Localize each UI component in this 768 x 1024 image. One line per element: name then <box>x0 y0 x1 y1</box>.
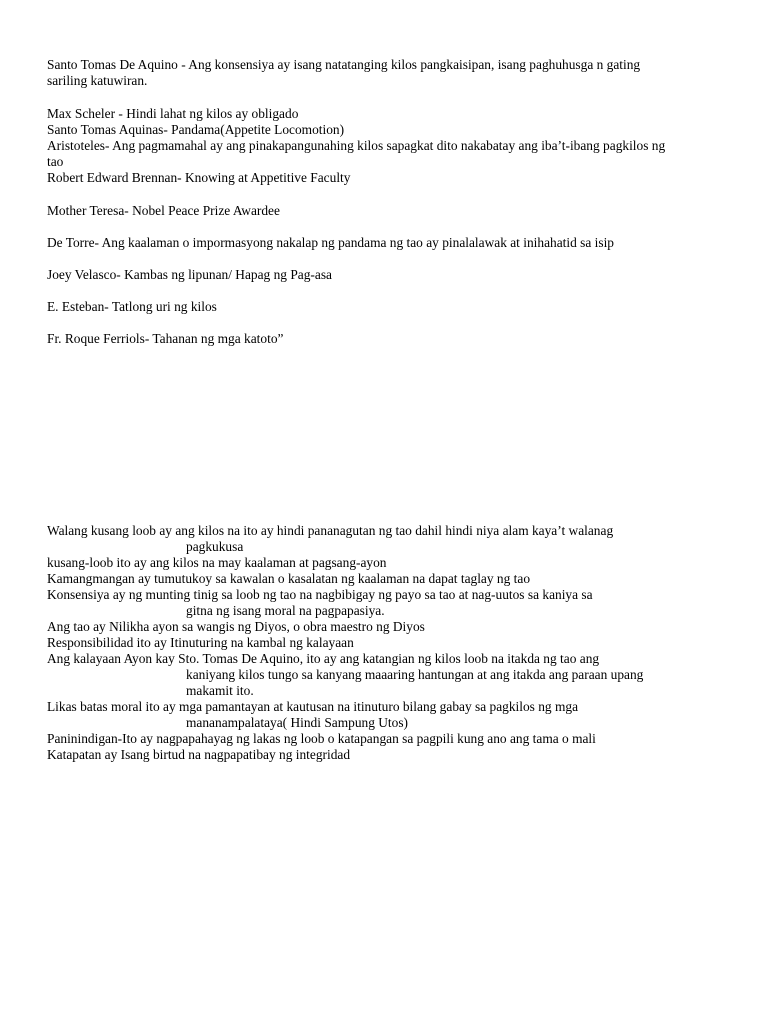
paragraph-joey-velasco <box>47 267 332 283</box>
definition-likas-batas-moral <box>47 699 578 731</box>
line-text: Santo Tomas De Aquino - Ang konsensiya ay isang natatanging kilos pangkaisipan, isang paghuhusga n gating <box>47 57 641 72</box>
line-text: Santo Tomas Aquinas- Pandama(Appetite Locomotion) <box>47 122 345 137</box>
line-text: De Torre- Ang kaalaman o impormasyong nakalap ng pandama ng tao ay pinalalawak at inihahatid sa isip <box>47 235 615 250</box>
paragraph-brennan <box>47 170 350 186</box>
line-text: Likas batas moral ito ay mga pamantayan at kautusan na itinuturo bilang gabay sa pagkilos ng mga <box>47 699 579 714</box>
definition-tao <box>47 619 425 635</box>
line-text: E. Esteban- Tatlong uri ng kilos <box>47 299 217 314</box>
line-text-indented: kaniyang kilos tungo sa kanyang maaaring hantungan at ang itakda ang paraan upang <box>186 667 644 682</box>
paragraph-mother-teresa <box>47 203 280 219</box>
line-text: Katapatan ay Isang birtud na nagpapatibay ng integridad <box>47 747 351 762</box>
definition-kusang-loob <box>47 555 387 571</box>
line-text: Joey Velasco- Kambas ng lipunan/ Hapag ng Pag-asa <box>47 267 332 282</box>
line-text-indented: pagkukusa <box>186 539 244 554</box>
line-text: Kamangmangan ay tumutukoy sa kawalan o kasalatan ng kaalaman na dapat taglay ng tao <box>47 571 531 586</box>
definition-kamangmangan <box>47 571 530 587</box>
line-text-indented: gitna ng isang moral na pagpapasiya. <box>186 603 385 618</box>
line-text: kusang-loob ito ay ang kilos na may kaalaman at pagsang-ayon <box>47 555 387 570</box>
line-text: sariling katuwiran. <box>47 73 148 88</box>
definition-responsibilidad <box>47 635 354 651</box>
line-text-indented: makamit ito. <box>186 683 254 698</box>
line-text: tao <box>47 154 64 169</box>
line-text: Robert Edward Brennan- Knowing at Appetitive Faculty <box>47 170 351 185</box>
line-text: Max Scheler - Hindi lahat ng kilos ay obligado <box>47 106 299 121</box>
line-text: Paninindigan-Ito ay nagpapahayag ng lakas ng loob o katapangan sa pagpili kung ano ang tama o mali <box>47 731 596 746</box>
paragraph-max-scheler <box>47 106 298 122</box>
definition-paninindigan <box>47 731 596 747</box>
paragraph-aquinas-pandama <box>47 122 344 138</box>
line-text: Ang kalayaan Ayon kay Sto. Tomas De Aquino, ito ay ang katangian ng kilos loob na itakda ng tao ang <box>47 651 600 666</box>
line-text: Mother Teresa- Nobel Peace Prize Awardee <box>47 203 280 218</box>
paragraph-esteban <box>47 299 217 315</box>
paragraph-aristoteles <box>47 138 665 170</box>
line-text: Konsensiya ay ng munting tinig sa loob ng tao na nagbibigay ng payo sa tao at nag-uutos sa kaniya sa <box>47 587 593 602</box>
line-text-indented: mananampalataya( Hindi Sampung Utos) <box>186 715 409 730</box>
definition-konsensiya <box>47 587 593 619</box>
line-text: Responsibilidad ito ay Itinuturing na kambal ng kalayaan <box>47 635 354 650</box>
line-text: Walang kusang loob ay ang kilos na ito ay hindi pananagutan ng tao dahil hindi niya alam kaya’t walanag <box>47 523 614 538</box>
line-text: Fr. Roque Ferriols- Tahanan ng mga katoto” <box>47 331 284 346</box>
paragraph-aquino-konsensiya <box>47 57 640 89</box>
line-text: Aristoteles- Ang pagmamahal ay ang pinakapangunahing kilos sapagkat dito nakabatay ang iba’t-ibang pagkilos ng <box>47 138 666 153</box>
definition-kalayaan <box>47 651 643 699</box>
definition-walang-kusang-loob <box>47 523 613 555</box>
paragraph-de-torre <box>47 235 614 251</box>
line-text: Ang tao ay Nilikha ayon sa wangis ng Diyos, o obra maestro ng Diyos <box>47 619 425 634</box>
paragraph-ferriols <box>47 331 283 347</box>
definition-katapatan <box>47 747 350 763</box>
